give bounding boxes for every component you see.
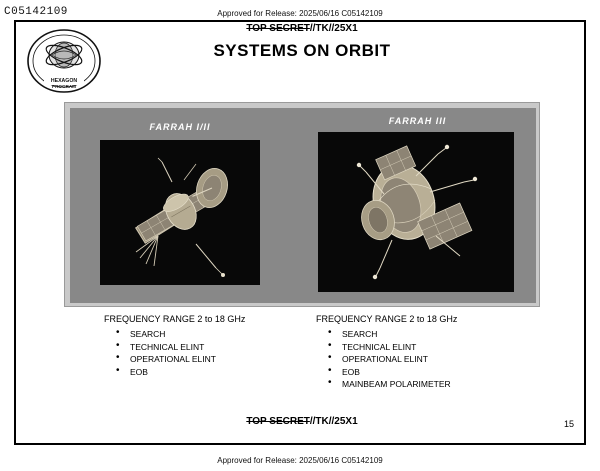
frequency-range-heading-left: FREQUENCY RANGE 2 to 18 GHz xyxy=(104,314,246,324)
capability-list-right xyxy=(316,328,551,391)
release-stamp-top: Approved for Release: 2025/06/16 C05142109 xyxy=(217,9,383,18)
imagery-panel-inner xyxy=(70,108,536,303)
capability-columns xyxy=(64,314,540,409)
list-item: • MAINBEAM POLARIMETER xyxy=(316,378,551,391)
list-item: • OPERATIONAL ELINT xyxy=(316,353,551,366)
list-item: • OPERATIONAL ELINT xyxy=(104,353,339,366)
classification-bottom-struck: TOP SECRET xyxy=(246,416,310,427)
release-stamp-bottom: Approved for Release: 2025/06/16 C05142109 xyxy=(217,456,383,465)
hexagon-program-seal-icon xyxy=(26,28,102,94)
satellite-label-left: FARRAH I/II xyxy=(149,122,211,132)
classification-top-rest: //TK//25X1 xyxy=(309,23,358,34)
capability-list-left xyxy=(104,328,339,378)
list-item: • EOB xyxy=(104,366,339,379)
list-item: • TECHNICAL ELINT xyxy=(104,341,339,354)
capability-column-left xyxy=(104,314,339,378)
satellite-label-right: FARRAH III xyxy=(388,116,447,126)
classification-banner-bottom xyxy=(16,416,588,427)
satellite-image-farrah-3 xyxy=(318,132,514,292)
list-item: • EOB xyxy=(316,366,551,379)
satellite-image-farrah-1-2 xyxy=(100,140,260,285)
frequency-range-heading-right: FREQUENCY RANGE 2 to 18 GHz xyxy=(316,314,458,324)
imagery-panel xyxy=(64,102,540,307)
slide-title: SYSTEMS ON ORBIT xyxy=(213,41,391,60)
classification-bottom-rest: //TK//25X1 xyxy=(309,416,358,427)
svg-text:HEXAGON: HEXAGON xyxy=(50,78,78,84)
list-item: • SEARCH xyxy=(316,328,551,341)
slide-frame xyxy=(14,20,586,445)
classification-top-struck: TOP SECRET xyxy=(246,23,310,34)
list-item: • TECHNICAL ELINT xyxy=(316,341,551,354)
svg-text:PROGRAM: PROGRAM xyxy=(52,84,76,89)
document-id: C05142109 xyxy=(4,6,68,18)
page-number: 15 xyxy=(563,419,574,429)
list-item: • SEARCH xyxy=(104,328,339,341)
capability-column-right xyxy=(316,314,551,391)
